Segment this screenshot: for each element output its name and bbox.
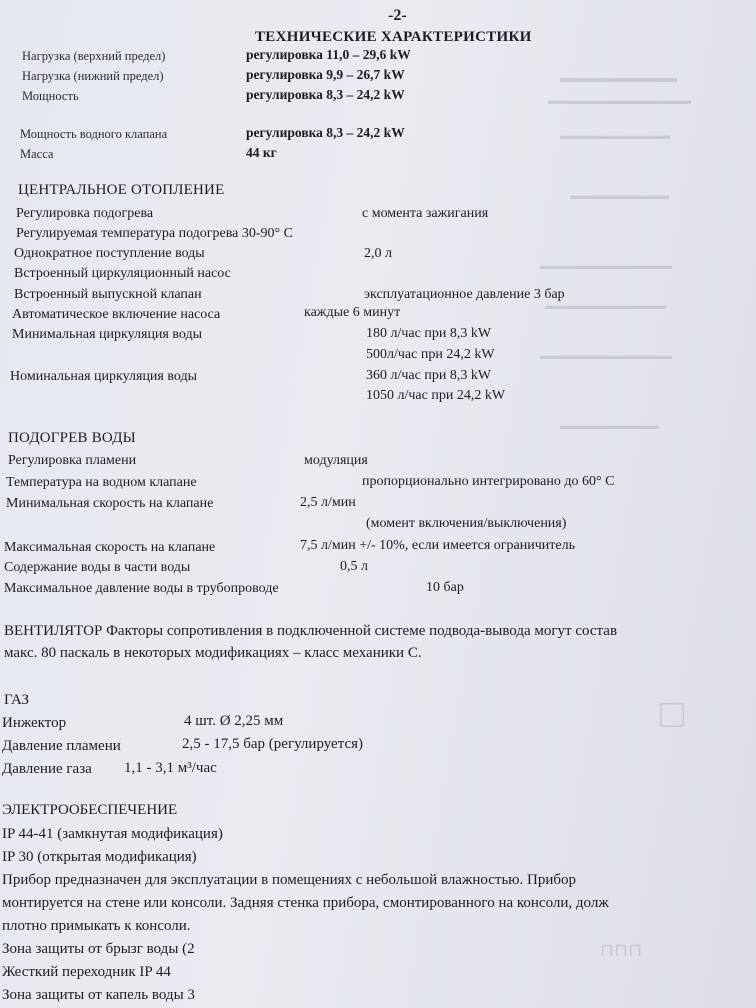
- spec-label: Масса: [20, 147, 54, 161]
- heating-value: 2,0 л: [364, 246, 392, 261]
- gas-label: Давление газа: [2, 761, 92, 777]
- power-line: IP 30 (открытая модификация): [2, 849, 197, 865]
- power-line: Жесткий переходник IP 44: [2, 964, 171, 980]
- heating-label: Встроенный циркуляционный насос: [14, 266, 231, 281]
- power-line: IP 44-41 (замкнутая модификация): [2, 826, 223, 842]
- page-number: -2-: [388, 7, 407, 24]
- power-line: плотно примыкать к консоли.: [2, 918, 191, 934]
- gas-label: Давление пламени: [2, 738, 121, 754]
- heating-label: Регулируемая температура подогрева 30-90° С: [16, 226, 293, 241]
- gas-value: 4 шт. Ø 2,25 мм: [184, 713, 284, 729]
- gas-value: 2,5 - 17,5 бар (регулируется): [182, 736, 363, 752]
- heating-value: каждые 6 минут: [304, 305, 401, 320]
- water-label: Содержание воды в части воды: [4, 560, 191, 575]
- power-line: монтируется на стене или консоли. Задняя стенка прибора, смонтированного на консоли, долж: [2, 895, 609, 911]
- spec-label: Нагрузка (верхний предел): [22, 49, 166, 63]
- gas-label: Инжектор: [2, 715, 67, 731]
- document-title: ТЕХНИЧЕСКИЕ ХАРАКТЕРИСТИКИ: [255, 29, 532, 45]
- heating-heading: ЦЕНТРАЛЬНОЕ ОТОПЛЕНИЕ: [18, 182, 225, 198]
- water-value: модуляция: [304, 453, 368, 468]
- fan-line: макс. 80 паскаль в некоторых модификациях – класс механики С.: [4, 645, 422, 661]
- spec-value: регулировка 9,9 – 26,7 kW: [246, 67, 405, 82]
- water-label: Регулировка пламени: [8, 453, 137, 468]
- water-value: 0,5 л: [340, 559, 368, 574]
- water-label: Максимальное давление воды в трубопроводе: [4, 581, 279, 596]
- water-label: Максимальная скорость на клапане: [4, 540, 216, 555]
- spec-label: Нагрузка (нижний предел): [22, 69, 164, 83]
- heating-label: Автоматическое включение насоса: [12, 307, 221, 322]
- power-line: Зона защиты от брызг воды (2: [2, 941, 195, 957]
- water-value: 2,5 л/мин: [300, 495, 356, 510]
- heating-value: с момента зажигания: [362, 206, 489, 221]
- heating-value: 1050 л/час при 24,2 kW: [366, 388, 506, 403]
- heating-label: Минимальная циркуляция воды: [12, 327, 203, 342]
- gas-heading: ГАЗ: [4, 692, 30, 708]
- spec-value: регулировка 8,3 – 24,2 kW: [246, 87, 405, 102]
- heating-value: 180 л/час при 8,3 kW: [366, 326, 492, 341]
- water-label: Температура на водном клапане: [6, 475, 197, 490]
- water-value: (момент включения/выключения): [366, 516, 567, 531]
- water-value: 10 бар: [426, 580, 464, 595]
- heating-label: Однократное поступление воды: [14, 246, 205, 261]
- heating-value: 500л/час при 24,2 kW: [366, 347, 495, 362]
- heating-label: Встроенный выпускной клапан: [14, 287, 202, 302]
- gas-value: 1,1 - 3,1 м³/час: [124, 760, 217, 776]
- spec-value: регулировка 8,3 – 24,2 kW: [246, 125, 405, 140]
- water-label: Минимальная скорость на клапане: [6, 496, 214, 511]
- heating-value: 360 л/час при 8,3 kW: [366, 368, 492, 383]
- spec-label: Мощность: [22, 89, 79, 103]
- heating-value: эксплуатационное давление 3 бар: [364, 287, 565, 302]
- heating-label: Регулировка подогрева: [16, 206, 154, 221]
- water-value: пропорционально интегрировано до 60° С: [362, 474, 615, 489]
- water-value: 7,5 л/мин +/- 10%, если имеется ограничитель: [300, 538, 575, 553]
- heating-label: Номинальная циркуляция воды: [10, 369, 198, 384]
- spec-label: Мощность водного клапана: [20, 127, 168, 141]
- power-line: Прибор предназначен для эксплуатации в помещениях с небольшой влажностью. Прибор: [2, 872, 576, 888]
- spec-value: 44 кг: [246, 145, 277, 160]
- spec-value: регулировка 11,0 – 29,6 kW: [246, 47, 411, 62]
- power-line: Зона защиты от капель воды 3: [2, 987, 195, 1003]
- power-heading: ЭЛЕКТРООБЕСПЕЧЕНИЕ: [2, 802, 178, 818]
- fan-line: ВЕНТИЛЯТОР Факторы сопротивления в подключенной системе подвода-вывода могут состав: [4, 623, 618, 639]
- water-heading: ПОДОГРЕВ ВОДЫ: [8, 430, 136, 446]
